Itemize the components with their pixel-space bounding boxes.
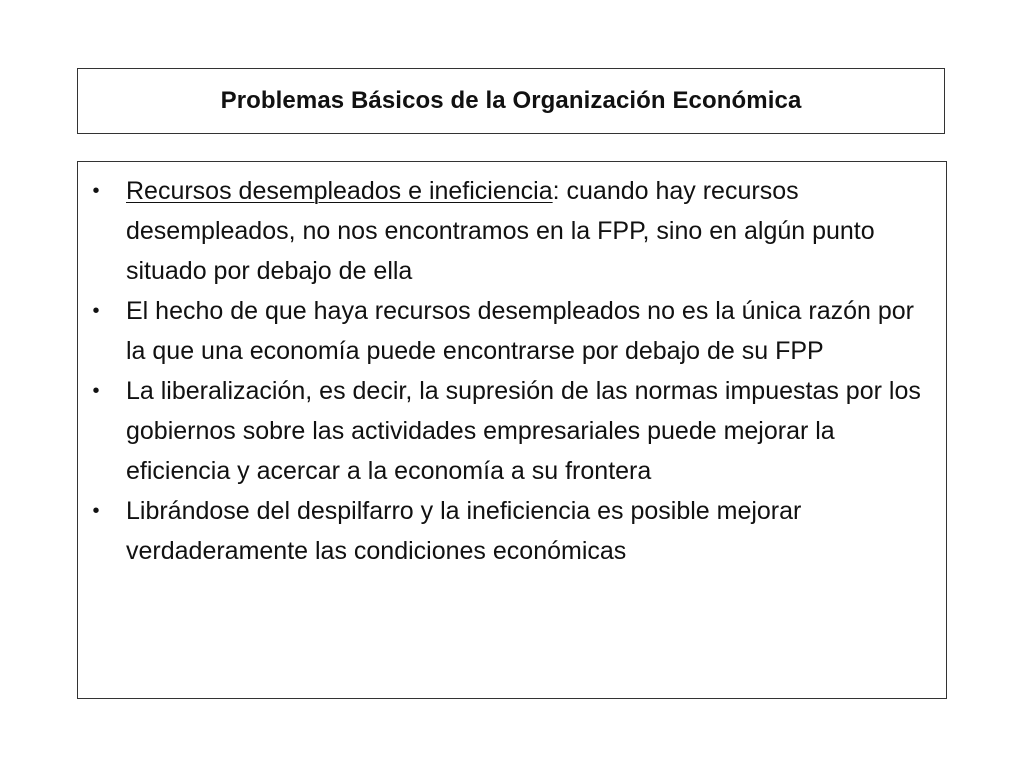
bullet-list bbox=[78, 171, 946, 571]
bullet-icon: • bbox=[92, 380, 100, 402]
bullet-icon: • bbox=[92, 500, 100, 522]
title-box bbox=[77, 68, 945, 134]
bullet-text: La liberalización, es decir, la supresión de las normas impuestas por los gobiernos sobre las actividades empresariales puede mejorar la eficiencia y acercar a la economía a su frontera bbox=[126, 377, 921, 485]
bullet-lead-term: Recursos desempleados e ineficiencia bbox=[126, 177, 553, 205]
bullet-item-efficiency-gains bbox=[78, 491, 946, 571]
slide-title: Problemas Básicos de la Organización Económica bbox=[220, 87, 802, 114]
bullet-item-other-reasons bbox=[78, 291, 946, 371]
content-box bbox=[77, 161, 947, 699]
bullet-item-unemployed-resources bbox=[78, 171, 946, 291]
bullet-icon: • bbox=[92, 180, 100, 202]
bullet-text: : cuando hay recursos desempleados, no nos encontramos en la FPP, sino en algún punto situado por debajo de ella bbox=[126, 177, 875, 285]
bullet-icon: • bbox=[92, 300, 100, 322]
bullet-item-liberalization bbox=[78, 371, 946, 491]
bullet-text: Librándose del despilfarro y la ineficiencia es posible mejorar verdaderamente las condiciones económicas bbox=[126, 497, 802, 565]
bullet-text: El hecho de que haya recursos desempleados no es la única razón por la que una economía puede encontrarse por debajo de su FPP bbox=[126, 297, 915, 365]
